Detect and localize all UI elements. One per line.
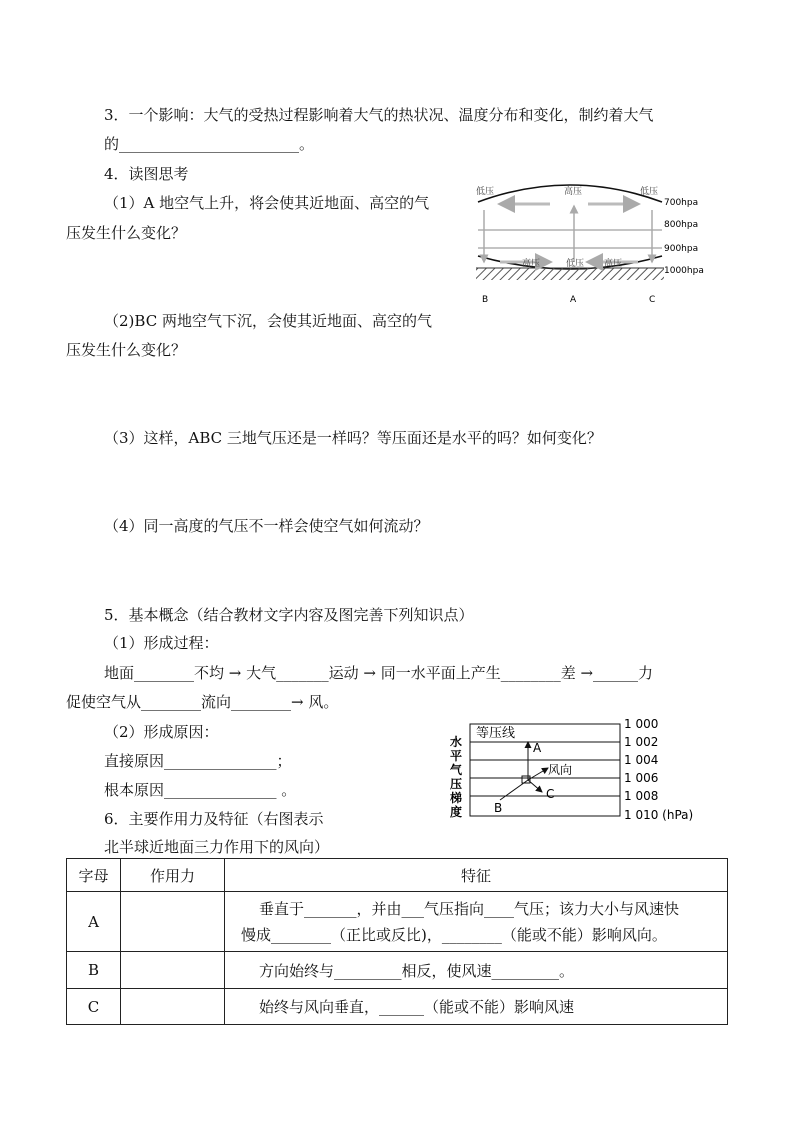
label-low-mid: 低压 [566, 259, 585, 269]
ground-hatch [476, 268, 664, 280]
q5-direct: 直接原因_______________； [104, 752, 292, 770]
q5-2: （2）形成原因： [104, 723, 219, 741]
isobar-label-900: 900hpa [664, 244, 699, 254]
isobar-title: 等压线 [476, 726, 516, 741]
location-a: A [570, 295, 577, 305]
location-b: B [482, 295, 489, 305]
row-b-feature-line1: 方向始终与_________相反，使风速_________。 [259, 961, 575, 980]
side-char-4: 压 [450, 777, 463, 791]
q5-1-line2: 促使空气从________流向________→ 风。 [66, 693, 339, 711]
label-high-mid: 高压 [564, 187, 583, 197]
pressure-1004: 1 004 [624, 753, 659, 767]
table-header-row [67, 859, 728, 892]
row-c-feature [225, 989, 728, 1025]
row-c-force[interactable] [121, 989, 225, 1025]
row-a-force[interactable] [121, 892, 225, 952]
q4-1-line1: （1）A 地空气上升，将会使其近地面、高空的气 [104, 194, 430, 212]
pressure-1002: 1 002 [624, 735, 659, 749]
pressure-1006: 1 006 [624, 771, 659, 785]
q4-title: 4．读图思考 [104, 165, 189, 183]
pressure-1000: 1 000 [624, 717, 659, 731]
label-low-left: 低压 [476, 187, 495, 197]
q4-2-line1: （2)BC 两地空气下沉，会使其近地面、高空的气 [104, 312, 432, 330]
q5-1-line1: 地面________不均 → 大气_______运动 → 同一水平面上产生________差 →______力 [104, 664, 654, 682]
q4-4: （4）同一高度的气压不一样会使空气如何流动？ [104, 517, 429, 535]
isobar-diagram [470, 182, 710, 310]
table-row [67, 952, 728, 989]
isobar-label-800: 800hpa [664, 220, 699, 230]
label-b: B [494, 801, 503, 815]
row-c-letter: C [67, 989, 121, 1025]
location-c: C [649, 295, 656, 305]
side-char-1: 水 [450, 735, 463, 749]
q4-2-line2: 压发生什么变化？ [66, 341, 187, 359]
row-a-feature-line1: 垂直于_______，并由___气压指向____气压；该力大小与风速快 [259, 899, 680, 918]
isobar-label-700: 700hpa [664, 198, 699, 208]
q5-root: 根本原因_______________ 。 [104, 781, 297, 799]
isobar-label-1000: 1000hpa [664, 266, 704, 276]
row-a-feature-line2: 慢成________（正比或反比)，________（能或不能）影响风向。 [241, 925, 667, 944]
row-b-letter: B [67, 952, 121, 989]
wind-force-diagram [444, 716, 714, 822]
table-row [67, 892, 728, 952]
header-force: 作用力 [121, 859, 225, 892]
label-high-right: 高压 [604, 259, 623, 269]
q6-line1: 6．主要作用力及特征（右图表示 [104, 810, 324, 828]
table-row [67, 989, 728, 1025]
side-char-6: 度 [450, 805, 463, 819]
pressure-1008: 1 008 [624, 789, 659, 803]
q4-1-line2: 压发生什么变化？ [66, 224, 187, 242]
header-feature: 特征 [225, 859, 728, 892]
side-char-3: 气 [450, 763, 463, 777]
row-b-feature [225, 952, 728, 989]
label-high-left: 高压 [522, 259, 541, 269]
row-a-feature [225, 892, 728, 952]
row-b-force[interactable] [121, 952, 225, 989]
q4-3: （3）这样，ABC 三地气压还是一样吗？等压面还是水平的吗？如何变化？ [104, 429, 602, 447]
q3-line2: 的________________________。 [104, 135, 315, 153]
q5-title: 5．基本概念（结合教材文字内容及图完善下列知识点） [104, 606, 474, 624]
q3-line1: 3．一个影响：大气的受热过程影响着大气的热状况、温度分布和变化，制约着大气 [104, 106, 654, 124]
side-char-5: 梯 [450, 791, 463, 805]
header-letter: 字母 [67, 859, 121, 892]
row-c-feature-line1: 始终与风向垂直，______（能或不能）影响风速 [259, 998, 575, 1016]
q6-line2: 北半球近地面三力作用下的风向） [104, 838, 330, 856]
side-char-2: 平 [450, 749, 463, 763]
row-a-letter: A [67, 892, 121, 952]
label-wind: 风向 [548, 763, 573, 777]
label-low-right: 低压 [640, 187, 659, 197]
force-table [66, 858, 728, 1025]
q5-1: （1）形成过程： [104, 634, 219, 652]
label-a: A [533, 741, 542, 755]
label-c: C [546, 787, 555, 801]
pressure-1010: 1 010 (hPa) [624, 808, 694, 822]
